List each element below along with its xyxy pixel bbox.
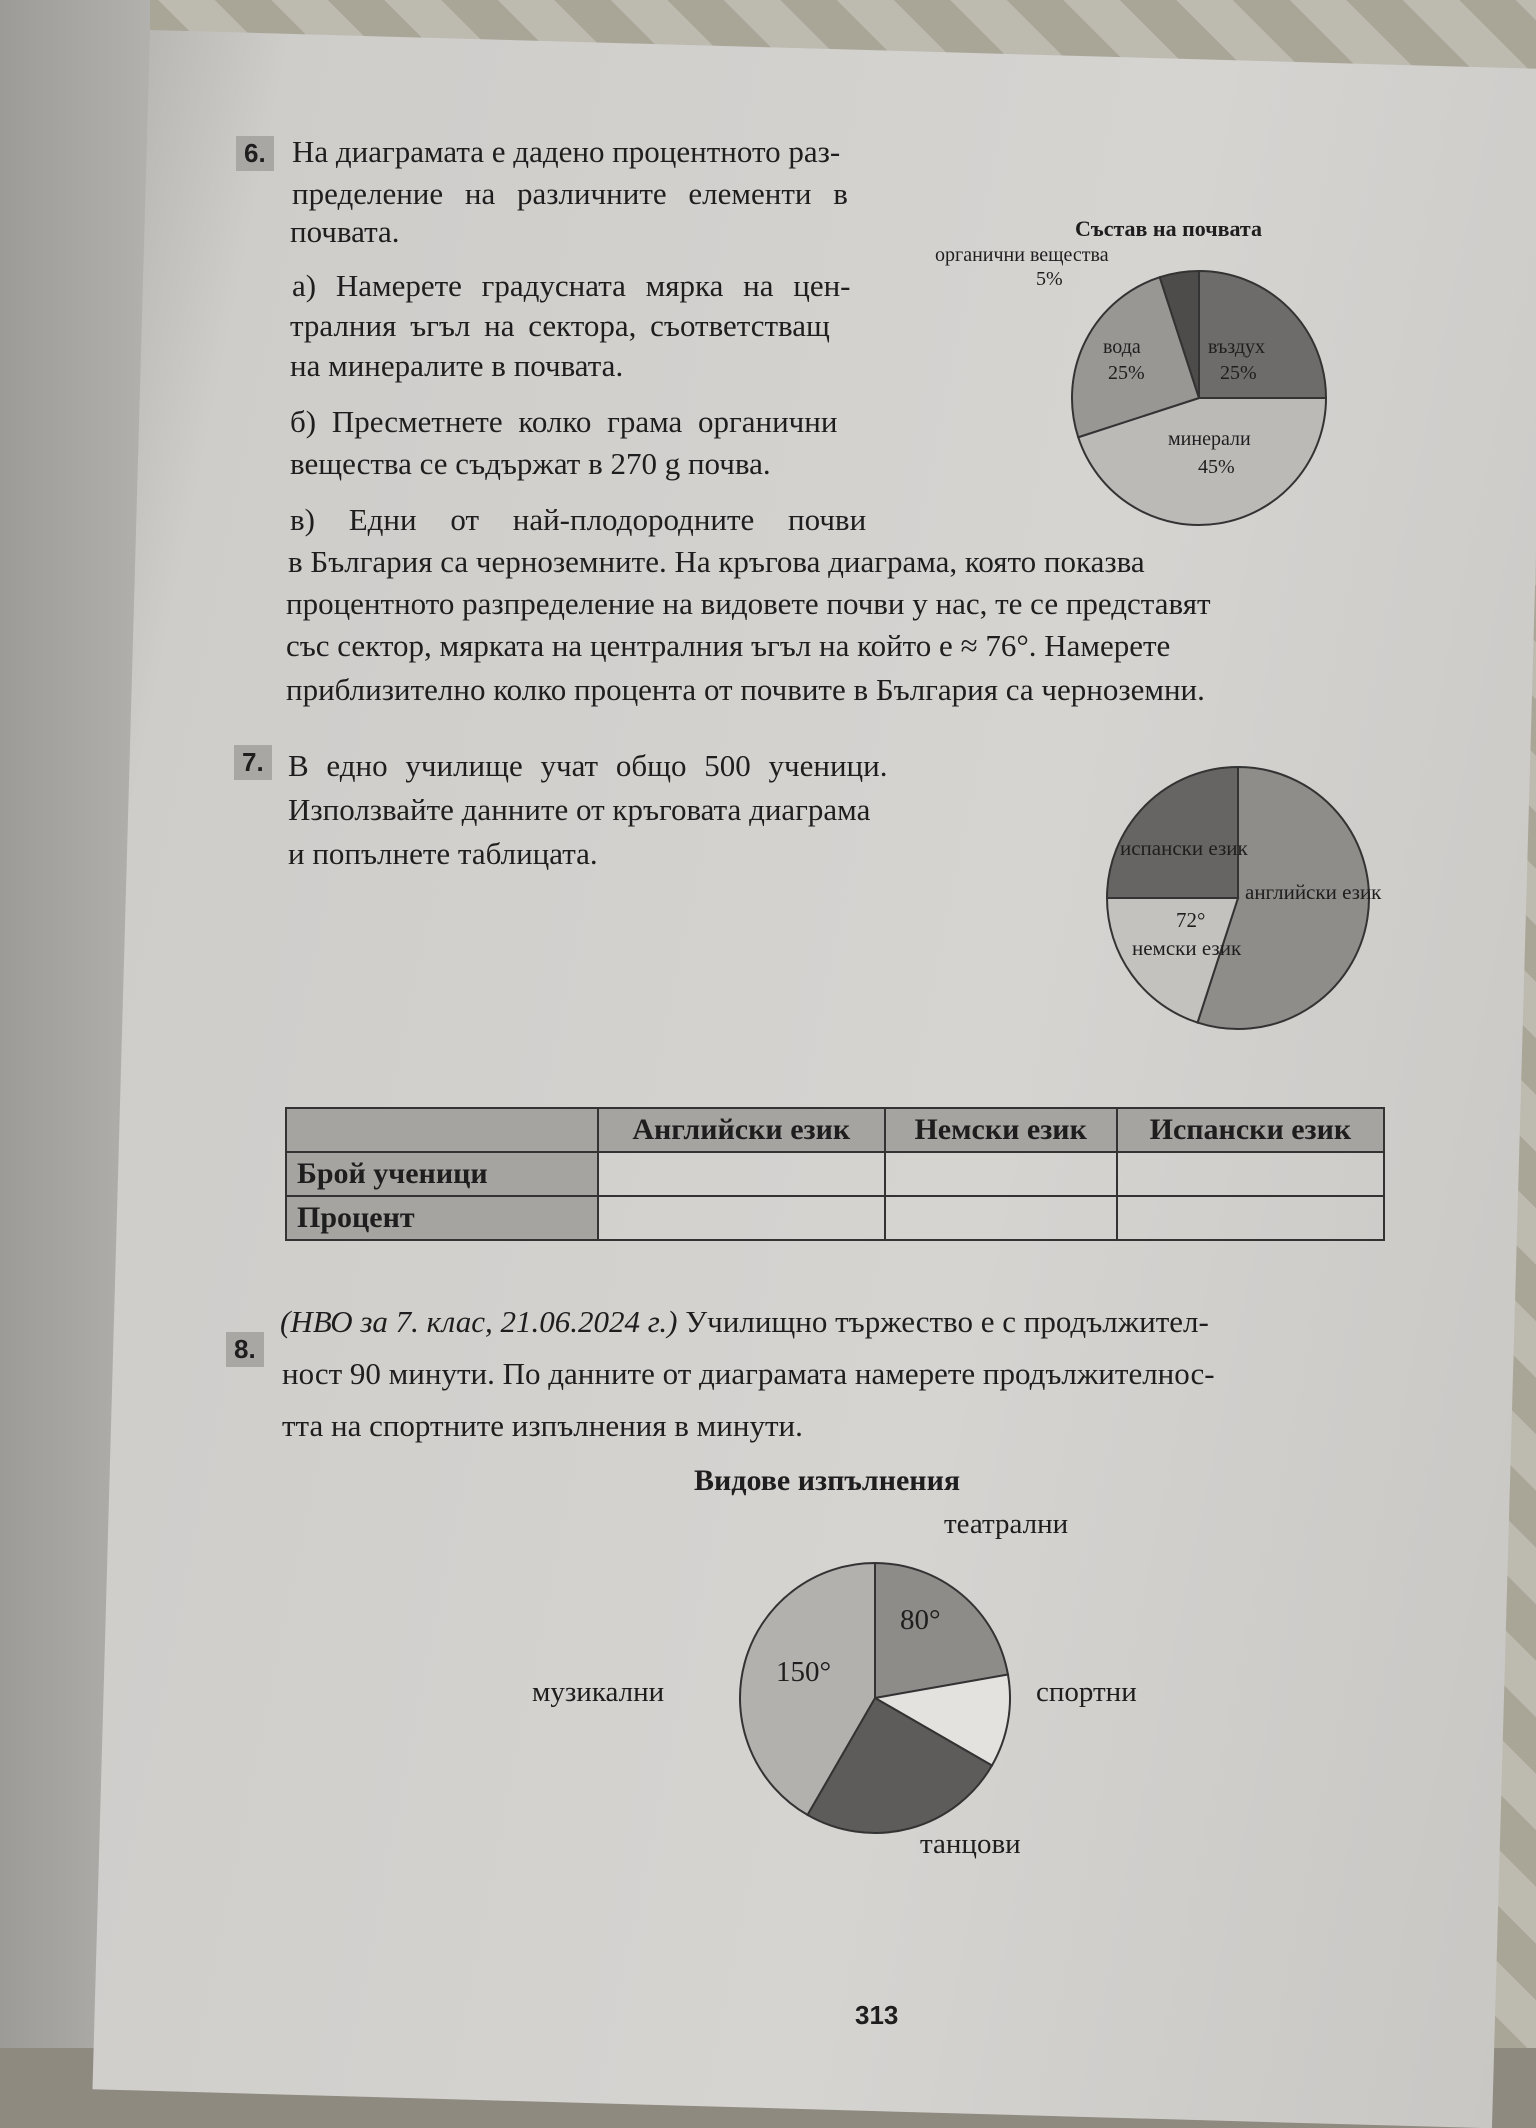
task-8-line: ност 90 минути. По данните от диаграмата намерете продължителнос- bbox=[282, 1356, 1215, 1391]
task-6-number: 6. bbox=[236, 136, 274, 171]
task-6-line: вещества се съдържат в 270 g почва. bbox=[290, 446, 771, 481]
task-8-source: (НВО за 7. клас, 21.06.2024 г.) bbox=[280, 1304, 678, 1339]
task-6-line: почвата. bbox=[290, 214, 400, 249]
label-air: въздух bbox=[1208, 336, 1266, 358]
chart-soil-pie bbox=[1049, 248, 1349, 548]
task-7-line: Използвайте данните от кръговата диаграма bbox=[288, 792, 871, 827]
cell-english-percent[interactable] bbox=[598, 1196, 885, 1240]
label-minerals-value: 45% bbox=[1198, 456, 1235, 478]
task-8-line bbox=[280, 1304, 1209, 1340]
cell-german-percent[interactable] bbox=[885, 1196, 1117, 1240]
label-sports: спортни bbox=[1036, 1676, 1137, 1708]
cell-english-count[interactable] bbox=[598, 1152, 885, 1196]
table-header-english: Английски език bbox=[598, 1108, 885, 1152]
task-6-line: тралния ъгъл на сектора, съответстващ bbox=[290, 308, 830, 343]
task-6-line: със сектор, мярката на централния ъгъл на който е ≈ 76°. Намерете bbox=[286, 628, 1171, 663]
task-6-line: На диаграмата е дадено процентното раз- bbox=[292, 134, 841, 169]
task-6-line: приблизително колко процента от почвите в България са черноземни. bbox=[286, 672, 1205, 707]
task-8-line: тта на спортните изпълнения в минути. bbox=[282, 1408, 803, 1443]
label-musical-angle: 150° bbox=[776, 1656, 832, 1688]
chart-performances-title: Видове изпълнения bbox=[694, 1464, 961, 1497]
task-7-line: и попълнете таблицата. bbox=[288, 836, 598, 871]
label-minerals: минерали bbox=[1168, 428, 1251, 450]
task-6-line: а) Намерете градусната мярка на цен- bbox=[292, 268, 851, 303]
label-theatrical: театрални bbox=[944, 1508, 1069, 1540]
table-header-corner bbox=[286, 1108, 598, 1152]
task-7-number: 7. bbox=[234, 745, 272, 780]
task-6-line: в) Едни от най-плодородните почви bbox=[290, 502, 867, 537]
label-organic: органични вещества bbox=[935, 244, 1109, 266]
table-header-spanish: Испански език bbox=[1117, 1108, 1384, 1152]
table-row bbox=[286, 1196, 1384, 1240]
label-german-angle: 72° bbox=[1176, 908, 1206, 932]
task-7-line: В едно училище учат общо 500 ученици. bbox=[288, 748, 888, 783]
label-dance: танцови bbox=[920, 1828, 1021, 1860]
label-air-value: 25% bbox=[1220, 362, 1257, 384]
pie-slice-въздух bbox=[1199, 271, 1326, 398]
table-header-row bbox=[286, 1108, 1384, 1152]
row-label-students: Брой ученици bbox=[286, 1152, 598, 1196]
task-6-line: процентното разпределение на видовете почви у нас, те се представят bbox=[286, 586, 1211, 621]
table-row bbox=[286, 1152, 1384, 1196]
row-label-percent: Процент bbox=[286, 1196, 598, 1240]
cell-german-count[interactable] bbox=[885, 1152, 1117, 1196]
chart-performances-pie bbox=[725, 1548, 1025, 1848]
label-spanish: испански език bbox=[1120, 836, 1248, 860]
label-musical: музикални bbox=[532, 1676, 665, 1708]
task-8-text: Училищно тържество е с продължител- bbox=[677, 1304, 1209, 1339]
task-6-line: пределение на различните елементи в bbox=[292, 176, 848, 211]
languages-table bbox=[285, 1107, 1385, 1241]
task-8-number: 8. bbox=[226, 1332, 264, 1367]
page-number: 313 bbox=[855, 2000, 899, 2030]
label-german: немски език bbox=[1132, 936, 1242, 960]
cell-spanish-percent[interactable] bbox=[1117, 1196, 1384, 1240]
task-6-line: б) Пресметнете колко грама органични bbox=[290, 404, 838, 439]
label-water-value: 25% bbox=[1108, 362, 1145, 384]
chart-soil-title: Състав на почвата bbox=[1075, 216, 1263, 241]
pie-slice-испански-език bbox=[1107, 767, 1238, 898]
label-organic-value: 5% bbox=[1036, 268, 1063, 290]
label-english: английски език bbox=[1245, 880, 1382, 904]
task-6-line: на минералите в почвата. bbox=[290, 348, 624, 383]
label-water: вода bbox=[1103, 336, 1141, 358]
task-6-line: в България са черноземните. На кръгова диаграма, която показва bbox=[288, 544, 1145, 579]
cell-spanish-count[interactable] bbox=[1117, 1152, 1384, 1196]
table-header-german: Немски език bbox=[885, 1108, 1117, 1152]
label-theatrical-angle: 80° bbox=[900, 1604, 941, 1636]
